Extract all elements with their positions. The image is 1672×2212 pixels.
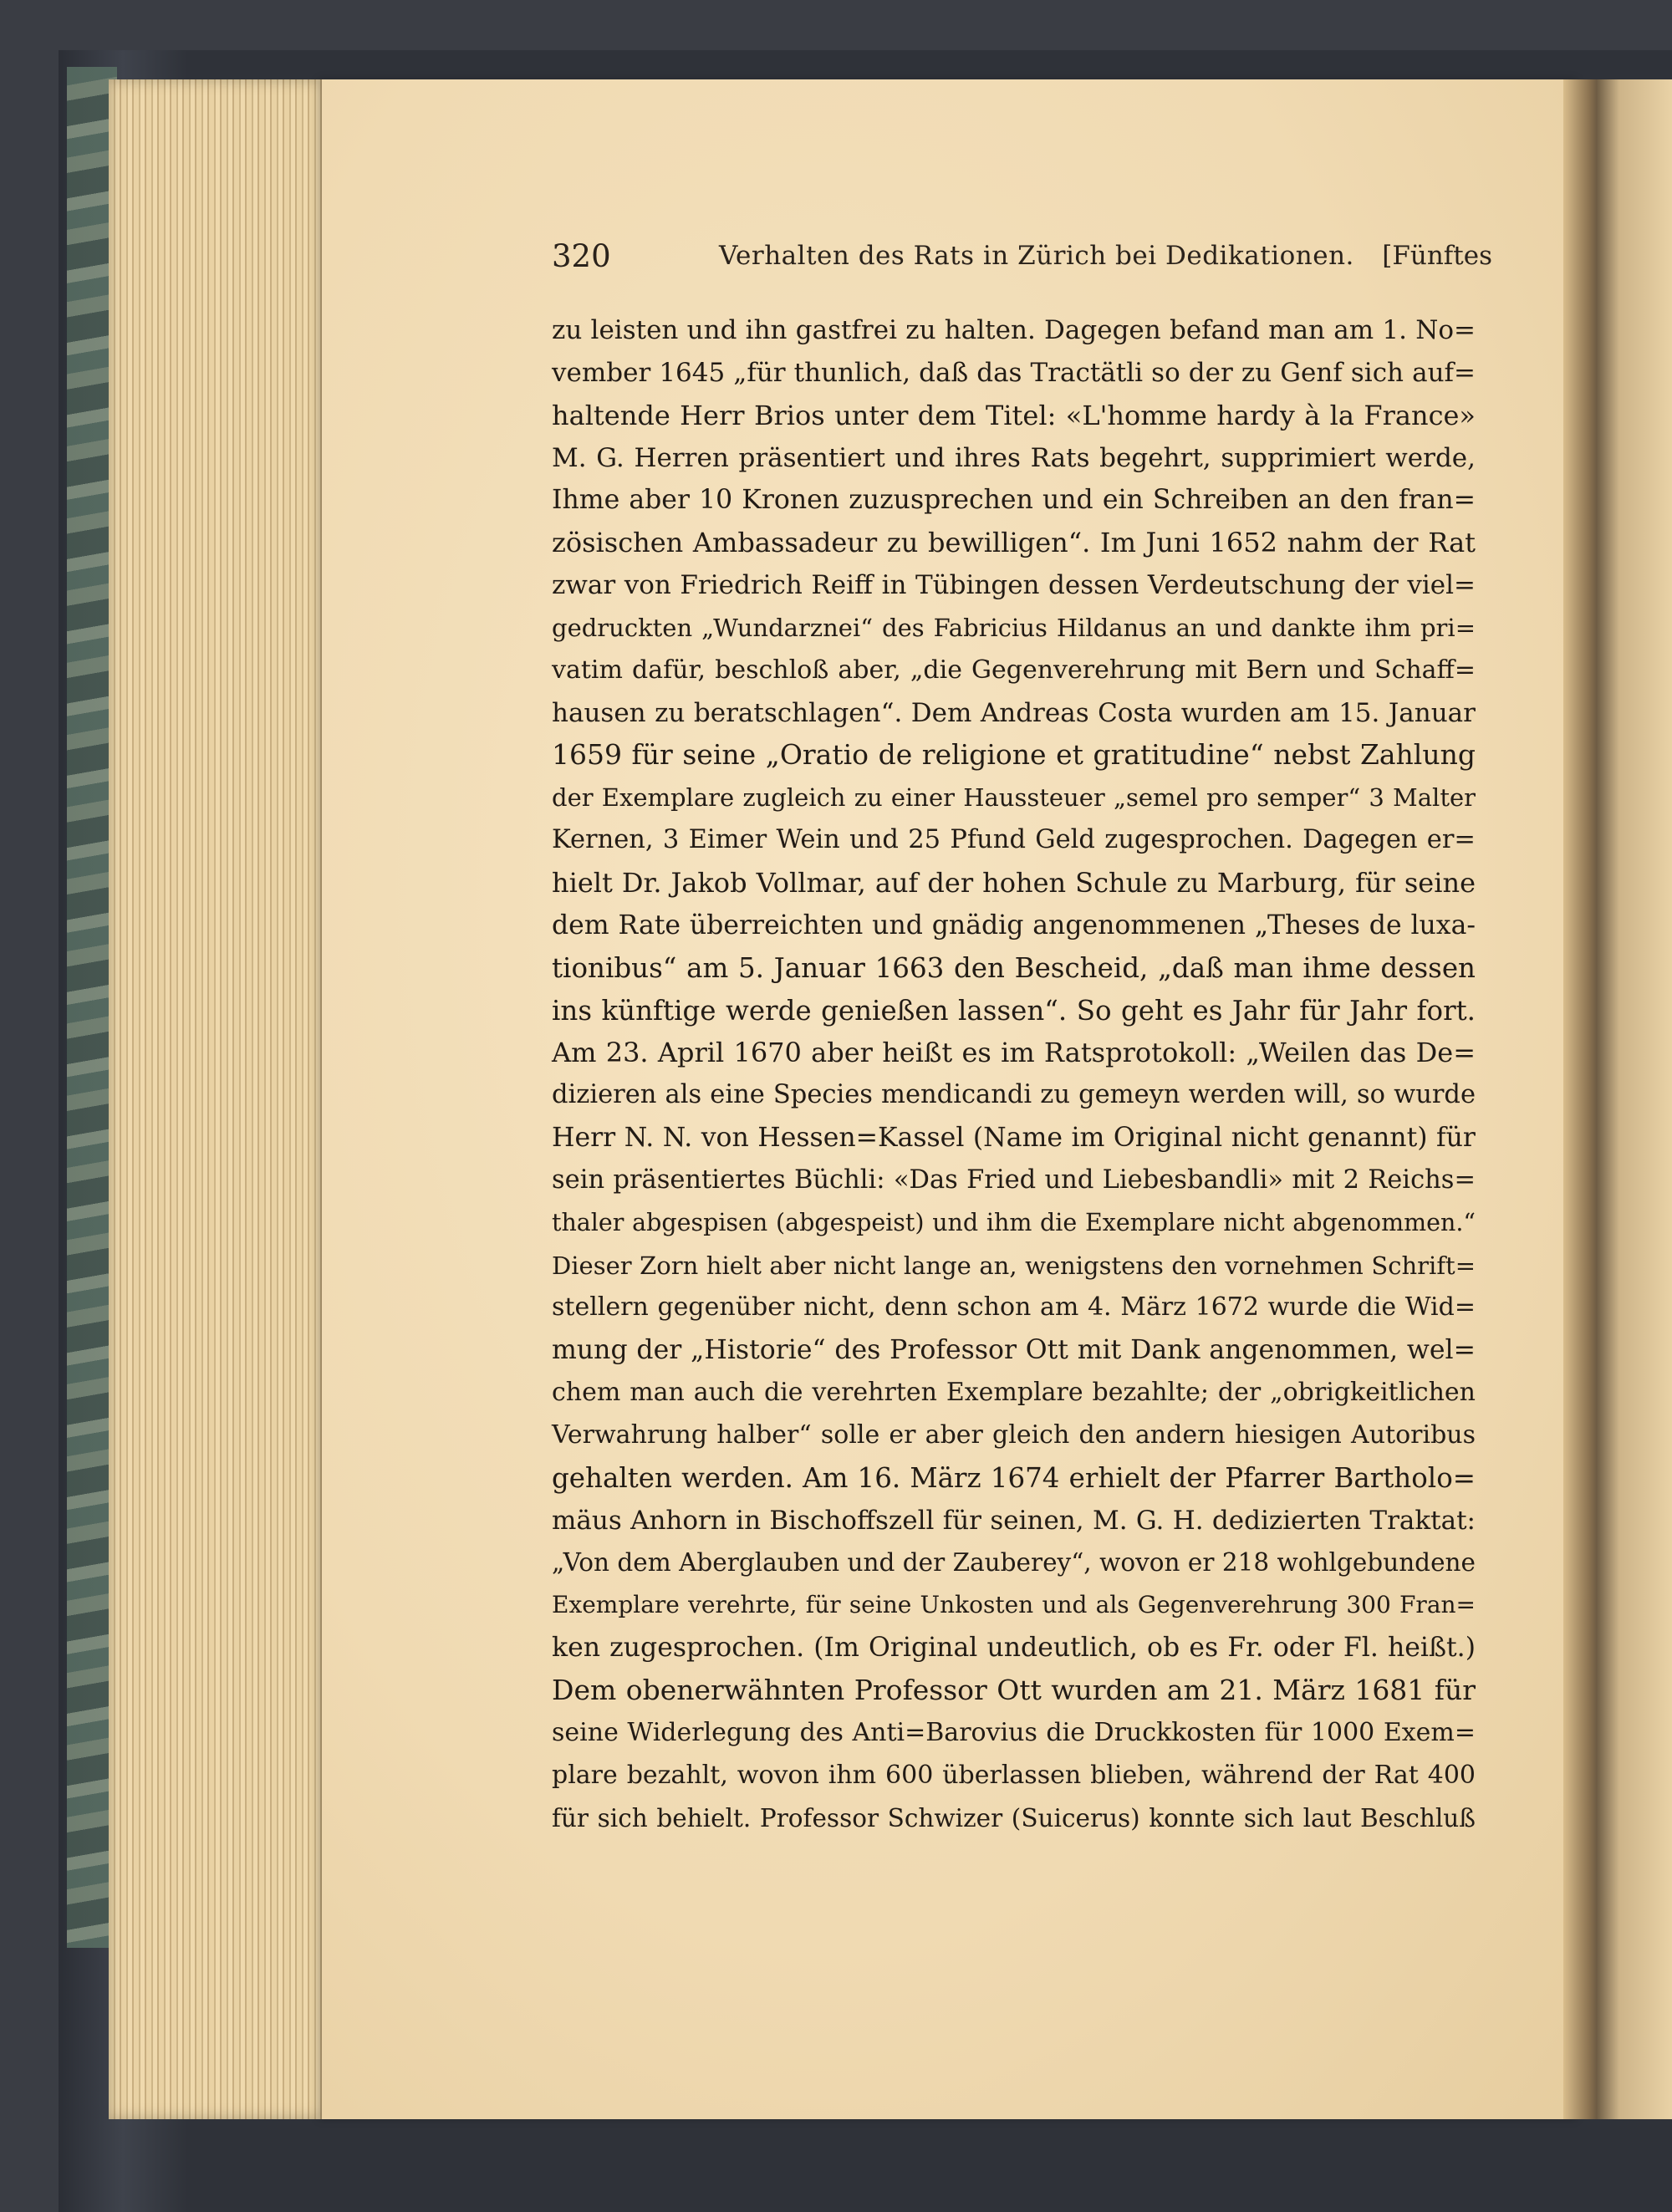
text-line: Ihme aber 10 Kronen zuzusprechen und ein Schreiben an den fran= bbox=[552, 485, 1476, 516]
text-line: gedruckten „Wundarznei“ des Fabricius Hildanus an und dankte ihm pri= bbox=[552, 613, 1476, 642]
text-line: hielt Dr. Jakob Vollmar, auf der hohen Schule zu Marburg, für seine bbox=[552, 866, 1476, 899]
text-line: thaler abgespisen (abgespeist) und ihm die Exemplare nicht abgenommen.“ bbox=[552, 1208, 1476, 1236]
text-line: sein präsentiertes Büchli: «Das Fried und Liebesbandli» mit 2 Reichs= bbox=[552, 1165, 1476, 1195]
page-edges bbox=[109, 79, 326, 2119]
section-marker: [Fünftes bbox=[1382, 241, 1492, 271]
text-line: Dem obenerwähnten Professor Ott wurden am 21. März 1681 für bbox=[552, 1674, 1476, 1706]
text-line: der Exemplare zugleich zu einer Haussteuer „semel pro semper“ 3 Malter bbox=[552, 783, 1476, 813]
facing-page-edge bbox=[1597, 79, 1672, 2119]
text-line: plare bezahlt, wovon ihm 600 überlassen blieben, während der Rat 400 bbox=[552, 1760, 1476, 1790]
text-line: dem Rate überreichten und gnädig angenommenen „Theses de luxa- bbox=[552, 910, 1476, 940]
text-line: vatim dafür, beschloß aber, „die Gegenverehrung mit Bern und Schaff= bbox=[552, 655, 1476, 685]
text-line: ins künftige werde genießen lassen“. So geht es Jahr für Jahr fort. bbox=[552, 994, 1476, 1027]
body-text bbox=[552, 309, 1476, 1839]
text-line: zu leisten und ihn gastfrei zu halten. Dagegen befand man am 1. No= bbox=[552, 315, 1476, 345]
text-line: 1659 für seine „Oratio de religione et gratitudine“ nebst Zahlung bbox=[552, 738, 1476, 772]
text-line: haltende Herr Brios unter dem Titel: «L'homme hardy à la France» bbox=[552, 399, 1476, 431]
text-line: dizieren als eine Species mendicandi zu gemeyn werden will, so wurde bbox=[552, 1080, 1476, 1110]
text-line: tionibus“ am 5. Januar 1663 den Bescheid, „daß man ihme dessen bbox=[552, 951, 1476, 984]
text-line: für sich behielt. Professor Schwizer (Suicerus) konnte sich laut Beschluß bbox=[552, 1803, 1476, 1832]
page-number: 320 bbox=[552, 238, 611, 274]
text-line: hausen zu beratschlagen“. Dem Andreas Costa wurden am 15. Januar bbox=[552, 697, 1476, 728]
text-line: seine Widerlegung des Anti=Barovius die Druckkosten für 1000 Exem= bbox=[552, 1717, 1476, 1747]
text-line: vember 1645 „für thunlich, daß das Tractätli so der zu Genf sich auf= bbox=[552, 357, 1476, 388]
text-line: Kernen, 3 Eimer Wein und 25 Pfund Geld zugesprochen. Dagegen er= bbox=[552, 825, 1476, 855]
text-line: mung der „Historie“ des Professor Ott mit Dank angenommen, wel= bbox=[552, 1335, 1476, 1366]
text-line: ken zugesprochen. (Im Original undeutlich, ob es Fr. oder Fl. heißt.) bbox=[552, 1633, 1476, 1664]
text-line: Verwahrung halber“ solle er aber gleich den andern hiesigen Autoribus bbox=[552, 1419, 1476, 1450]
text-line: zösischen Ambassadeur zu bewilligen“. Im Juni 1652 nahm der Rat bbox=[552, 527, 1476, 559]
text-line: M. G. Herren präsentiert und ihres Rats begehrt, supprimiert werde, bbox=[552, 442, 1476, 473]
text-line: Exemplare verehrte, für seine Unkosten und als Gegenverehrung 300 Fran= bbox=[552, 1591, 1476, 1619]
text-line: stellern gegenüber nicht, denn schon am 4. März 1672 wurde die Wid= bbox=[552, 1292, 1476, 1323]
text-line: zwar von Friedrich Reiff in Tübingen dessen Verdeutschung der viel= bbox=[552, 570, 1476, 601]
text-line: Herr N. N. von Hessen=Kassel (Name im Original nicht genannt) für bbox=[552, 1123, 1476, 1154]
text-line: gehalten werden. Am 16. März 1674 erhielt der Pfarrer Bartholo= bbox=[552, 1461, 1476, 1494]
text-line: chem man auch die verehrten Exemplare bezahlte; der „obrigkeitlichen bbox=[552, 1378, 1476, 1408]
page-header bbox=[552, 238, 1492, 280]
text-line: Dieser Zorn hielt aber nicht lange an, wenigstens den vornehmen Schrift= bbox=[552, 1251, 1476, 1280]
text-line: mäus Anhorn in Bischoffszell für seinen, M. G. H. dedizierten Traktat: bbox=[552, 1505, 1476, 1536]
text-line: „Von dem Aberglauben und der Zauberey“, wovon er 218 wohlgebundene bbox=[552, 1548, 1476, 1577]
text-line: Am 23. April 1670 aber heißt es im Ratsprotokoll: „Weilen das De= bbox=[552, 1037, 1476, 1069]
running-title: Verhalten des Rats in Zürich bei Dedikationen. bbox=[719, 241, 1354, 271]
